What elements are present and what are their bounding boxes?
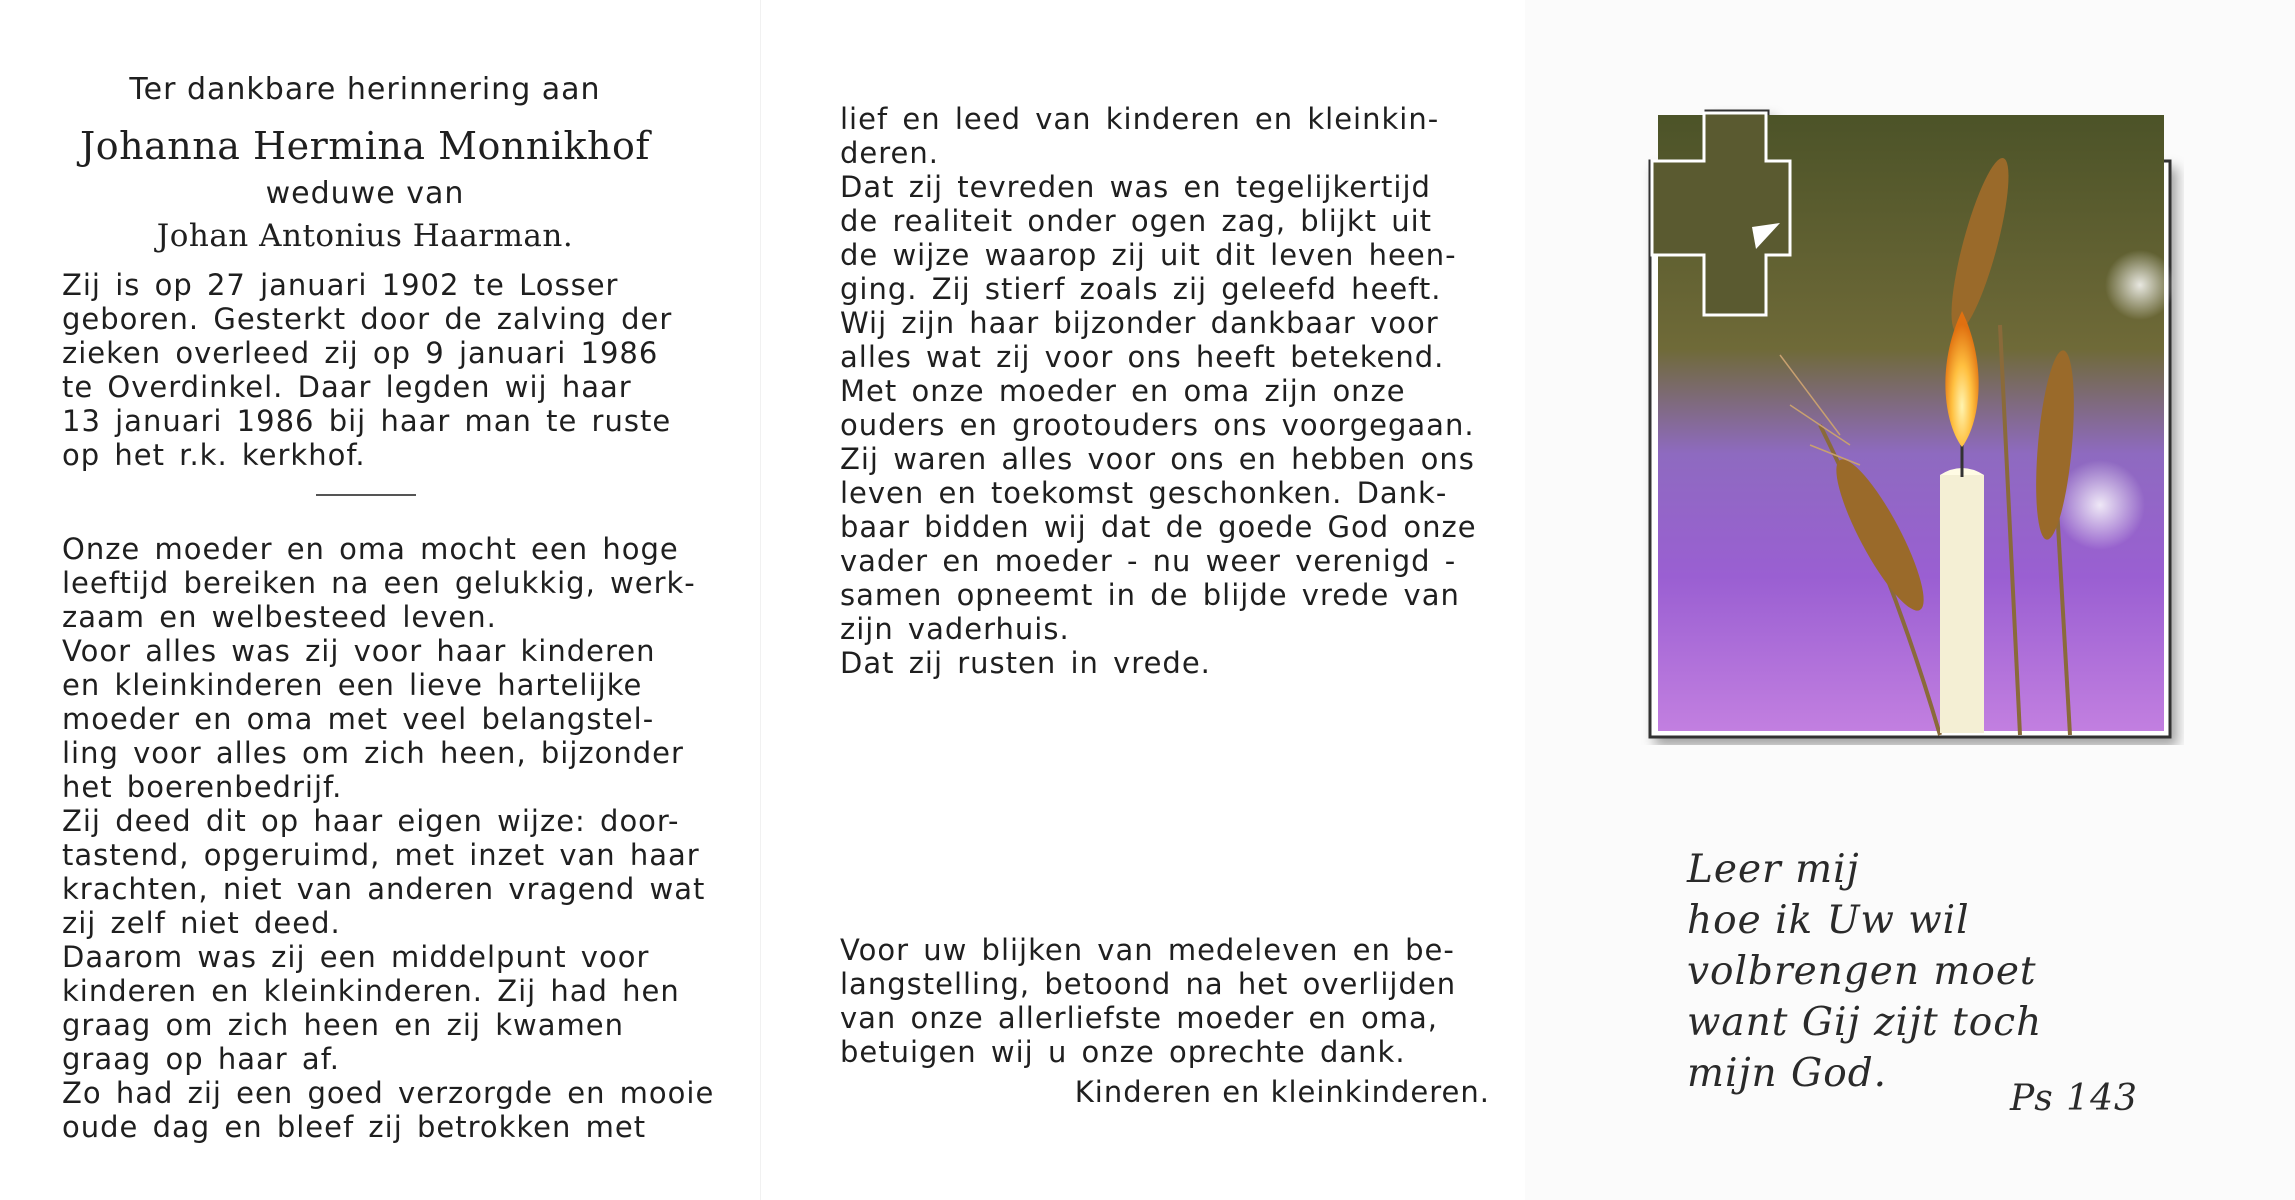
husband-name: Johan Antonius Haarman. (156, 218, 574, 254)
separator-line (316, 494, 416, 496)
tribute-paragraph: Onze moeder en oma mocht een hoge leeftijd bereiken na een gelukkig, werk- zaam en welbesteed leven. Voor alles was zij voor haar kinderen en kleinkinderen een lieve hartelijke moeder en oma met veel belangstel- ling voor alles om zich heen, bijzonder het boerenbedrijf. Zij deed dit op haar eigen wijze: door- tastend, opgeruimd, met inzet van haar krachten, niet van anderen vragend wat zij zelf niet deed. Daarom was zij een middelpunt voor kinderen en kleinkinderen. Zij had hen graag om zich heen en zij kwamen graag op haar af. Zo had zij een goed verzorgde en mooie oude dag en bleef zij betrokken met (62, 532, 715, 1144)
widow-of-line: weduwe van (265, 176, 465, 211)
tribute-continued-paragraph: lief en leed van kinderen en kleinkin- deren. Dat zij tevreden was en tegelijkertijd de realiteit onder ogen zag, blijkt uit de wijze waarop zij uit dit leven heen- ging. Zij stierf zoals zij geleefd heeft. Wij zijn haar bijzonder dankbaar voor alles wat zij voor ons heeft betekend. Met onze moeder en oma zijn onze ouders en grootouders ons voorgegaan. Zij waren alles voor ons en hebben ons leven en toekomst geschonken. Dank- baar bidden wij dat de goede God onze vader en moeder - nu weer verenigd - samen opneemt in de blijde vrede van zijn vaderhuis. Dat zij rusten in vrede. (840, 102, 1477, 680)
left-panel (0, 0, 760, 1200)
intro-line: Ter dankbare herinnering aan (129, 72, 601, 107)
deceased-name: Johanna Hermina Monnikhof (80, 124, 650, 168)
thanks-signature: Kinderen en kleinkinderen. (1074, 1075, 1490, 1109)
thanks-paragraph: Voor uw blijken van medeleven en be- langstelling, betoond na het overlijden van onze allerliefste moeder en oma, betuigen wij u onze oprechte dank. (840, 933, 1457, 1069)
bio-paragraph: Zij is op 27 januari 1902 te Losser geboren. Gesterkt door de zalving der zieken overleed zij op 9 januari 1986 te Overdinkel. Daar legden wij haar 13 januari 1986 bij haar man te ruste op het r.k. kerkhof. (62, 268, 673, 472)
psalm-reference: Ps 143 (2010, 1078, 2138, 1119)
prayer-text: Leer mij hoe ik Uw wil volbrengen moet want Gij zijt toch mijn God. (1687, 847, 2043, 1096)
right-panel (1525, 0, 2295, 1200)
middle-panel (760, 0, 1525, 1200)
cross-candle-wheat-icon (1640, 105, 2184, 745)
